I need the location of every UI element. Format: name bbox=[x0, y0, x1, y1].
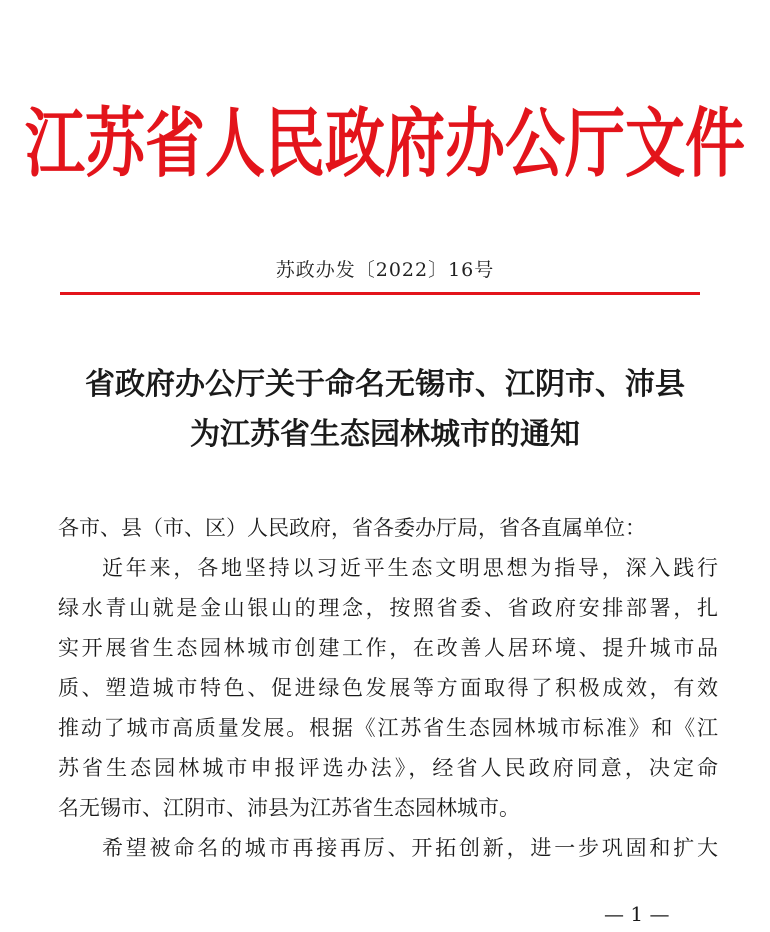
title-line-2: 为江苏省生态园林城市的通知 bbox=[190, 417, 580, 452]
paragraph-1-line-6: 苏省生态园林城市申报评选办法》，经省人民政府同意，决定命 bbox=[58, 756, 718, 780]
document-title bbox=[0, 360, 770, 460]
addressee-line: 各市、县（市、区）人民政府，省各委办厅局，省各直属单位： bbox=[58, 516, 646, 540]
paragraph-1-line-3: 实开展省生态园林城市创建工作，在改善人居环境、提升城市品 bbox=[58, 636, 718, 660]
paragraph-1-line-5: 推动了城市高质量发展。根据《江苏省生态园林城市标准》和《江 bbox=[58, 716, 718, 740]
paragraph-1-line-4: 质、塑造城市特色、促进绿色发展等方面取得了积极成效，有效 bbox=[58, 676, 718, 700]
document-body bbox=[58, 508, 718, 868]
paragraph-2-line-1: 希望被命名的城市再接再厉、开拓创新，进一步巩固和扩大 bbox=[102, 836, 718, 860]
paragraph-1-line-1: 近年来，各地坚持以习近平生态文明思想为指导，深入践行 bbox=[102, 556, 718, 580]
paragraph-1-line-2: 绿水青山就是金山银山的理念，按照省委、省政府安排部署，扎 bbox=[58, 596, 718, 620]
page-number: — 1 — bbox=[604, 902, 670, 926]
title-line-1: 省政府办公厅关于命名无锡市、江阴市、沛县 bbox=[85, 367, 685, 402]
red-divider-line bbox=[60, 292, 700, 295]
masthead-title: 江苏省人民政府办公厅文件 bbox=[25, 100, 745, 188]
paragraph-1-line-7: 名无锡市、江阴市、沛县为江苏省生态园林城市。 bbox=[58, 796, 520, 820]
document-number: 苏政办发〔2022〕16号 bbox=[275, 259, 495, 281]
